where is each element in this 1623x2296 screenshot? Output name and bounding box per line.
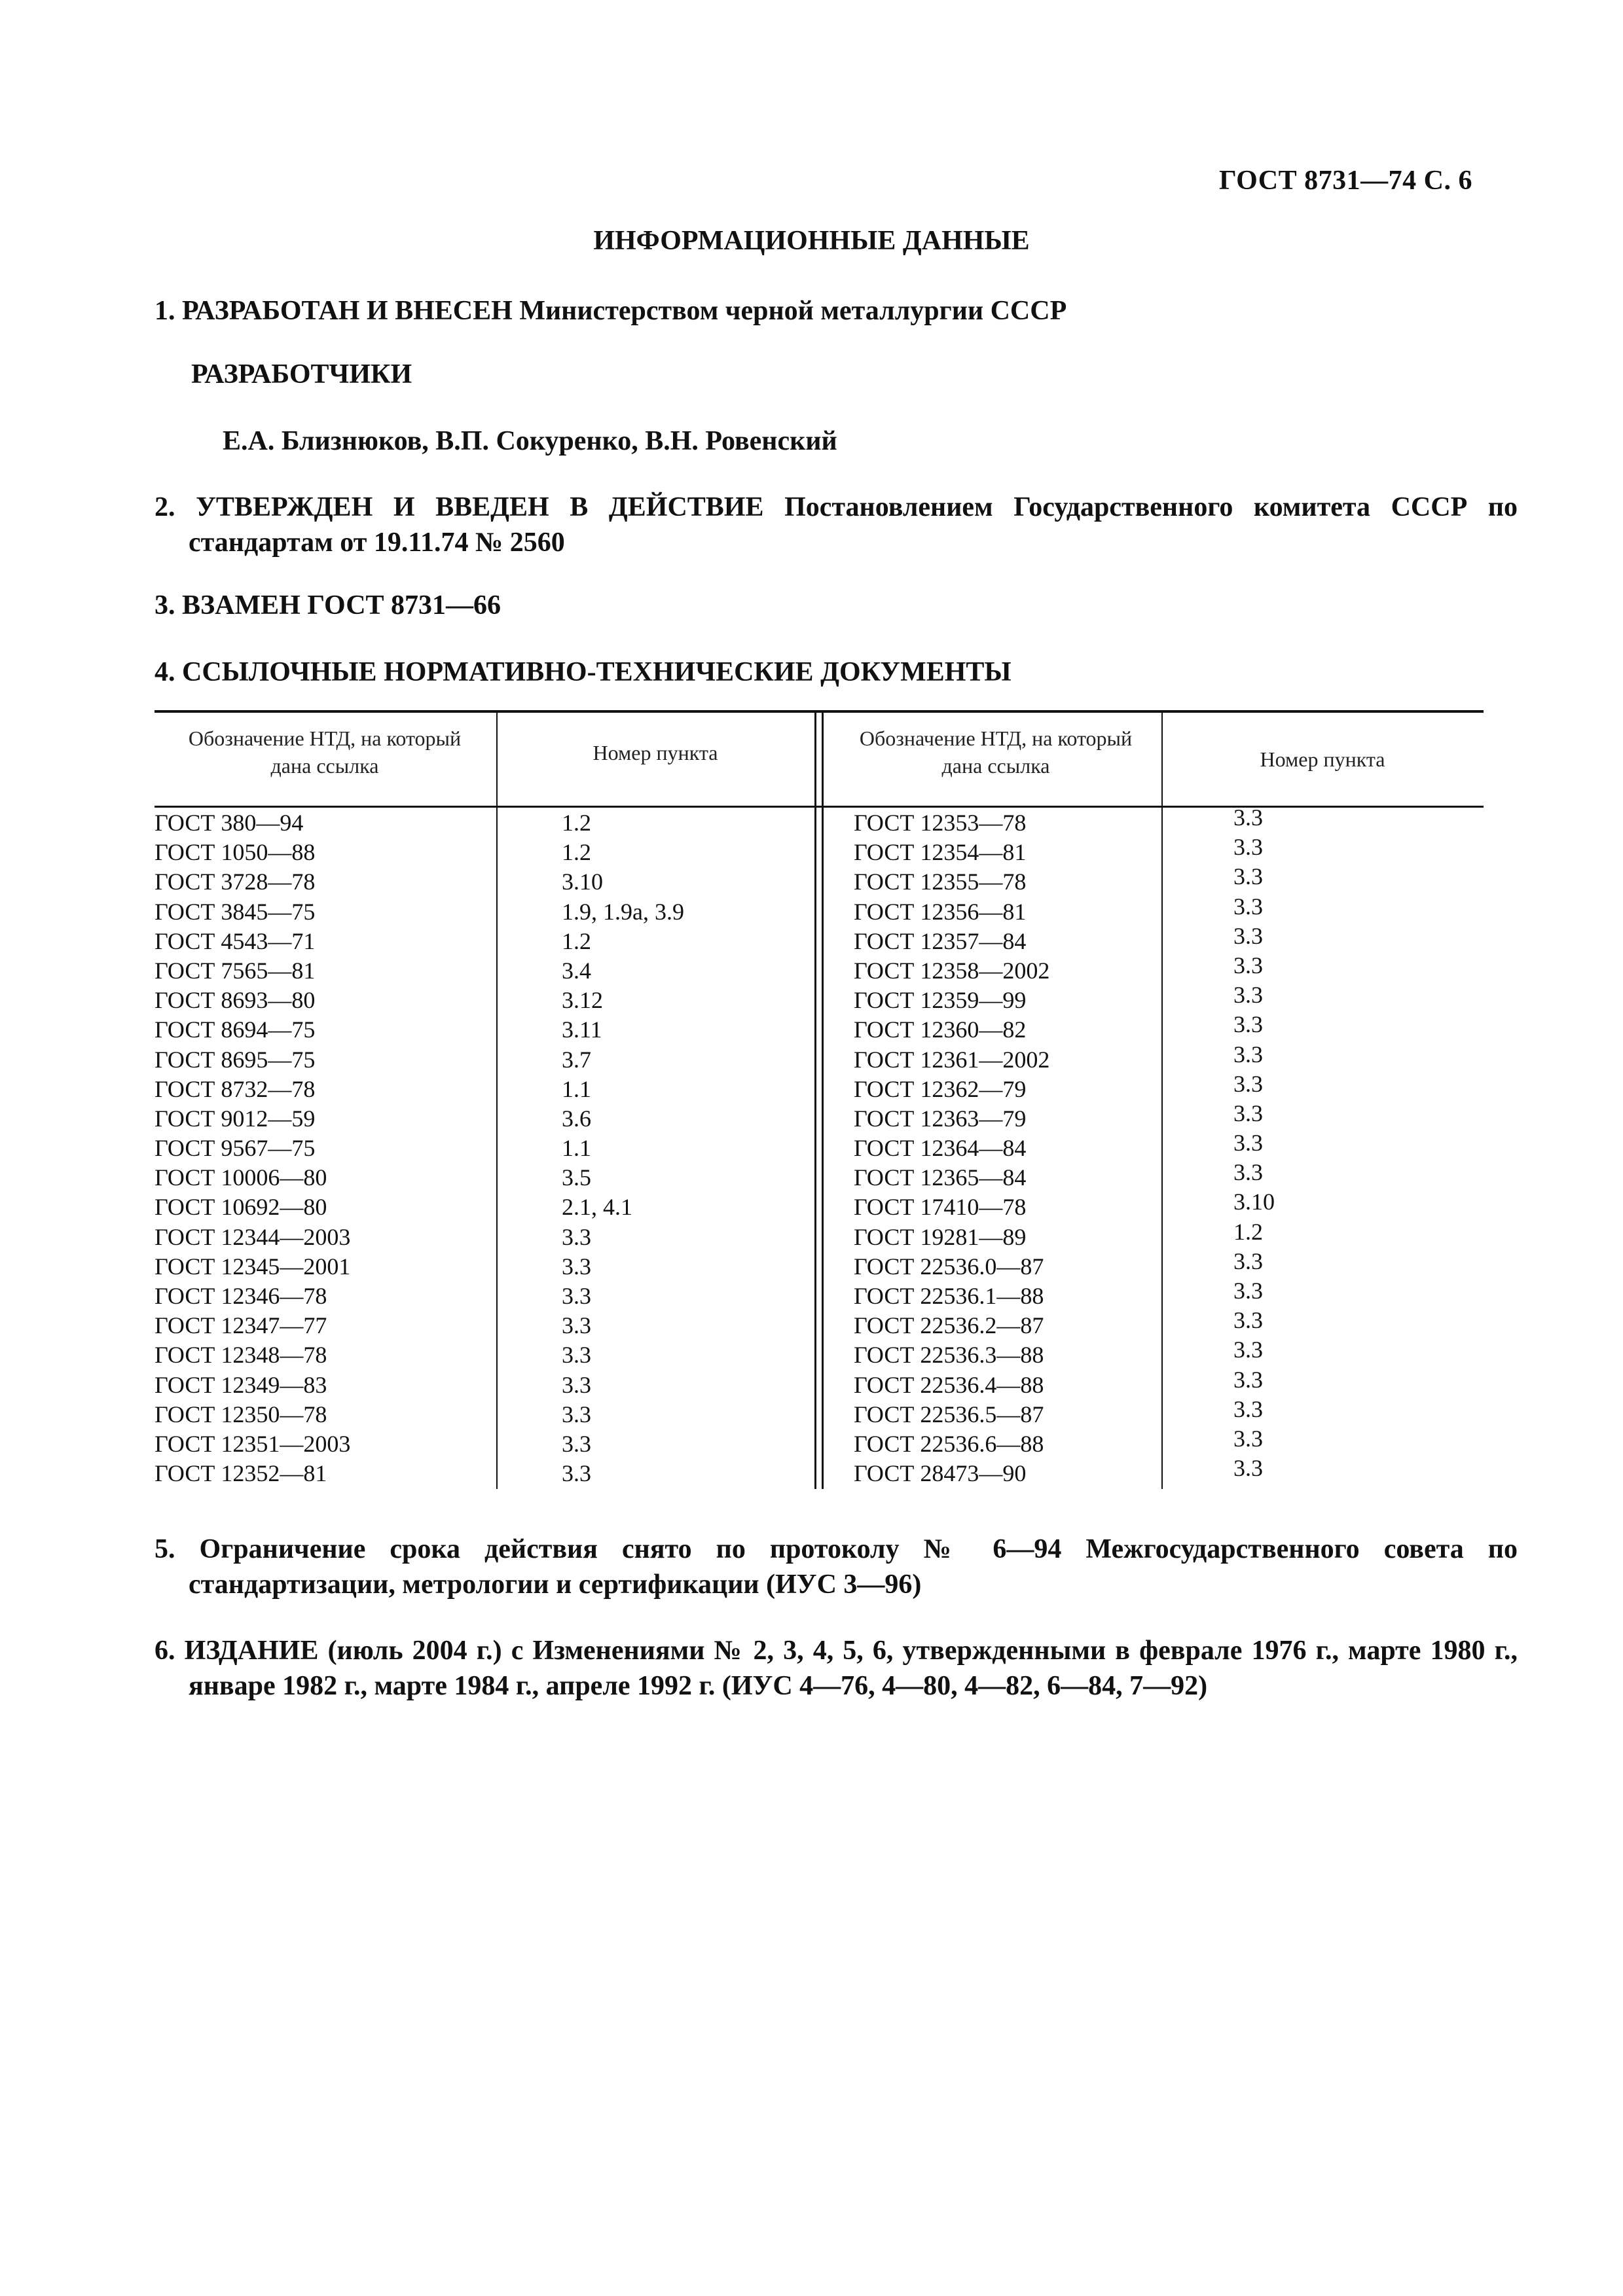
table-cell-doc: ГОСТ 22536.6—88 [854, 1430, 1044, 1457]
table-cell-clause: 3.3 [1233, 1395, 1263, 1422]
item-6: 6. ИЗДАНИЕ (июль 2004 г.) с Изменениями № 2, 3, 4, 5, 6, утвержденными в феврале 1976 г., марте 1980 г., январе 1982 г., марте 1984 г., апреле 1992 г. (ИУС 4—76, 4—80, 4—82, 6—84, 7—92) [155, 1636, 1518, 1701]
table-cell-doc: ГОСТ 12359—99 [854, 987, 1027, 1014]
table-cell-clause: 3.3 [1233, 834, 1263, 861]
table-cell-doc: ГОСТ 22536.2—87 [854, 1312, 1044, 1339]
table-cell-doc: ГОСТ 12357—84 [854, 927, 1027, 954]
table-cell-clause: 3.10 [562, 869, 603, 895]
table-cell-clause: 3.6 [562, 1105, 591, 1132]
table-cell-doc: ГОСТ 12348—78 [155, 1342, 327, 1369]
table-cell-doc: ГОСТ 12344—2003 [155, 1223, 351, 1250]
table-cell-clause: 3.3 [1233, 982, 1263, 1009]
table-cell-doc: ГОСТ 12364—84 [854, 1135, 1027, 1162]
table-cell-clause: 3.3 [562, 1312, 591, 1339]
table-cell-clause: 1.2 [562, 810, 591, 836]
item-4: 4. ССЫЛОЧНЫЕ НОРМАТИВНО-ТЕХНИЧЕСКИЕ ДОКУМЕНТЫ [155, 657, 1012, 687]
table-cell-doc: ГОСТ 12350—78 [155, 1401, 327, 1427]
table-double-divider [814, 710, 824, 1489]
table-cell-doc: ГОСТ 10692—80 [155, 1194, 327, 1221]
table-header-clause-left: Номер пункта [593, 741, 718, 764]
table-cell-clause: 1.1 [562, 1135, 591, 1162]
table-cell-doc: ГОСТ 12346—78 [155, 1283, 327, 1309]
table-cell-clause: 3.4 [562, 957, 591, 984]
reference-table [155, 710, 1484, 1496]
table-cell-doc: ГОСТ 380—94 [155, 810, 304, 836]
table-cell-clause: 3.3 [1233, 1130, 1263, 1157]
table-cell-doc: ГОСТ 12360—82 [854, 1016, 1027, 1043]
table-cell-doc: ГОСТ 10006—80 [155, 1164, 327, 1191]
left-doc-column [155, 808, 350, 1488]
table-cell-doc: ГОСТ 12365—84 [854, 1164, 1027, 1191]
table-cell-doc: ГОСТ 8695—75 [155, 1046, 316, 1073]
table-header-doc-right: Обозначение НТД, на который дана ссылка [859, 726, 1133, 778]
right-doc-column [854, 808, 1049, 1488]
table-cell-clause: 3.3 [562, 1223, 591, 1250]
table-cell-doc: ГОСТ 12345—2001 [155, 1253, 351, 1280]
table-cell-doc: ГОСТ 8693—80 [155, 987, 316, 1014]
table-cell-doc: ГОСТ 12356—81 [854, 898, 1027, 925]
table-cell-clause: 3.3 [1233, 1336, 1263, 1363]
table-cell-clause: 3.3 [562, 1342, 591, 1369]
table-cell-clause: 3.5 [562, 1164, 591, 1191]
table-cell-doc: ГОСТ 4543—71 [155, 927, 316, 954]
table-cell-clause: 1.1 [562, 1075, 591, 1102]
table-cell-doc: ГОСТ 8694—75 [155, 1016, 316, 1043]
item-3: 3. ВЗАМЕН ГОСТ 8731—66 [155, 590, 501, 620]
table-cell-clause: 3.3 [1233, 1247, 1263, 1274]
table-cell-clause: 1.9, 1.9а, 3.9 [562, 898, 684, 925]
table-cell-clause: 1.2 [1233, 1218, 1263, 1245]
left-clause-column [562, 808, 684, 1488]
table-cell-clause: 3.3 [1233, 952, 1263, 978]
item-1-number: 1. [155, 296, 175, 326]
table-cell-doc: ГОСТ 12355—78 [854, 869, 1027, 895]
item-2-lead: УТВЕРЖДЕН И ВВЕДЕН В ДЕЙСТВИЕ [196, 492, 764, 522]
table-header-doc-left: Обозначение НТД, на который дана ссылка [188, 726, 462, 778]
table-cell-doc: ГОСТ 8732—78 [155, 1075, 316, 1102]
table-cell-clause: 3.3 [1233, 1307, 1263, 1334]
item-2-rest: Постановлением Государственного комитета СССР по стандартам от 19.11.74 № 2560 [189, 492, 1518, 558]
developers-list: Е.А. Близнюков, В.П. Сокуренко, В.Н. Ровенский [223, 426, 837, 456]
table-cell-clause: 3.3 [1233, 1041, 1263, 1067]
table-cell-clause: 2.1, 4.1 [562, 1194, 632, 1221]
table-cell-doc: ГОСТ 12347—77 [155, 1312, 327, 1339]
table-cell-clause: 3.3 [1233, 1011, 1263, 1038]
table-header-clause-right: Номер пункта [1260, 747, 1385, 771]
table-cell-doc: ГОСТ 3728—78 [155, 869, 316, 895]
table-cell-doc: ГОСТ 9012—59 [155, 1105, 316, 1132]
table-cell-doc: ГОСТ 12361—2002 [854, 1046, 1050, 1073]
table-cell-clause: 3.3 [1233, 804, 1263, 831]
table-cell-doc: ГОСТ 12358—2002 [854, 957, 1050, 984]
table-cell-doc: ГОСТ 3845—75 [155, 898, 316, 925]
table-cell-doc: ГОСТ 12362—79 [854, 1075, 1027, 1102]
table-cell-doc: ГОСТ 17410—78 [854, 1194, 1027, 1221]
table-cell-clause: 3.10 [1233, 1189, 1275, 1215]
running-header: ГОСТ 8731—74 С. 6 [1218, 166, 1472, 196]
item-2-number: 2. [155, 492, 175, 522]
table-cell-clause: 3.3 [1233, 1425, 1263, 1452]
page-title: ИНФОРМАЦИОННЫЕ ДАННЫЕ [593, 226, 1030, 256]
table-cell-doc: ГОСТ 22536.5—87 [854, 1401, 1044, 1427]
table-cell-clause: 1.2 [562, 927, 591, 954]
table-cell-clause: 3.3 [562, 1253, 591, 1280]
table-cell-clause: 3.3 [1233, 922, 1263, 949]
table-cell-doc: ГОСТ 22536.4—88 [854, 1371, 1044, 1398]
table-cell-clause: 3.3 [1233, 893, 1263, 920]
item-1 [155, 293, 1484, 329]
table-cell-doc: ГОСТ 7565—81 [155, 957, 316, 984]
table-cell-doc: ГОСТ 12351—2003 [155, 1430, 351, 1457]
developers-title: РАЗРАБОТЧИКИ [191, 359, 412, 389]
table-cell-doc: ГОСТ 12353—78 [854, 810, 1027, 836]
table-cell-clause: 3.11 [562, 1016, 602, 1043]
table-cell-doc: ГОСТ 28473—90 [854, 1460, 1027, 1487]
item-1-lead: РАЗРАБОТАН И ВНЕСЕН [182, 296, 513, 326]
table-cell-doc: ГОСТ 19281—89 [854, 1223, 1027, 1250]
table-cell-doc: ГОСТ 22536.3—88 [854, 1342, 1044, 1369]
right-clause-column [1233, 803, 1275, 1483]
table-cell-clause: 3.3 [1233, 1070, 1263, 1097]
table-cell-clause: 3.3 [1233, 1159, 1263, 1186]
table-cell-clause: 3.3 [562, 1371, 591, 1398]
table-cell-clause: 3.3 [1233, 1278, 1263, 1304]
table-cell-doc: ГОСТ 12354—81 [854, 839, 1027, 866]
item-2 [155, 490, 1518, 560]
table-cell-doc: ГОСТ 12363—79 [854, 1105, 1027, 1132]
table-cell-clause: 3.3 [562, 1283, 591, 1309]
table-cell-clause: 3.12 [562, 987, 603, 1014]
table-cell-doc: ГОСТ 22536.0—87 [854, 1253, 1044, 1280]
table-divider [496, 710, 498, 1489]
table-cell-doc: ГОСТ 22536.1—88 [854, 1283, 1044, 1309]
table-cell-clause: 3.3 [562, 1401, 591, 1427]
table-cell-clause: 3.3 [562, 1460, 591, 1487]
table-divider [1161, 710, 1163, 1489]
table-cell-doc: ГОСТ 9567—75 [155, 1135, 316, 1162]
table-cell-clause: 3.3 [1233, 1100, 1263, 1126]
table-cell-clause: 3.3 [1233, 863, 1263, 890]
table-cell-clause: 3.3 [1233, 1366, 1263, 1393]
table-cell-clause: 3.3 [1233, 1455, 1263, 1482]
table-cell-doc: ГОСТ 1050—88 [155, 839, 316, 866]
table-cell-clause: 1.2 [562, 839, 591, 866]
table-cell-doc: ГОСТ 12352—81 [155, 1460, 327, 1487]
table-cell-doc: ГОСТ 12349—83 [155, 1371, 327, 1398]
table-cell-clause: 3.7 [562, 1046, 591, 1073]
item-1-rest: Министерством черной металлургии СССР [512, 296, 1067, 326]
item-5: 5. Ограничение срока действия снято по протоколу № 6—94 Межгосударственного совета по стандартизации, метрологии и сертификации (ИУС 3—96) [155, 1534, 1518, 1600]
table-cell-clause: 3.3 [562, 1430, 591, 1457]
